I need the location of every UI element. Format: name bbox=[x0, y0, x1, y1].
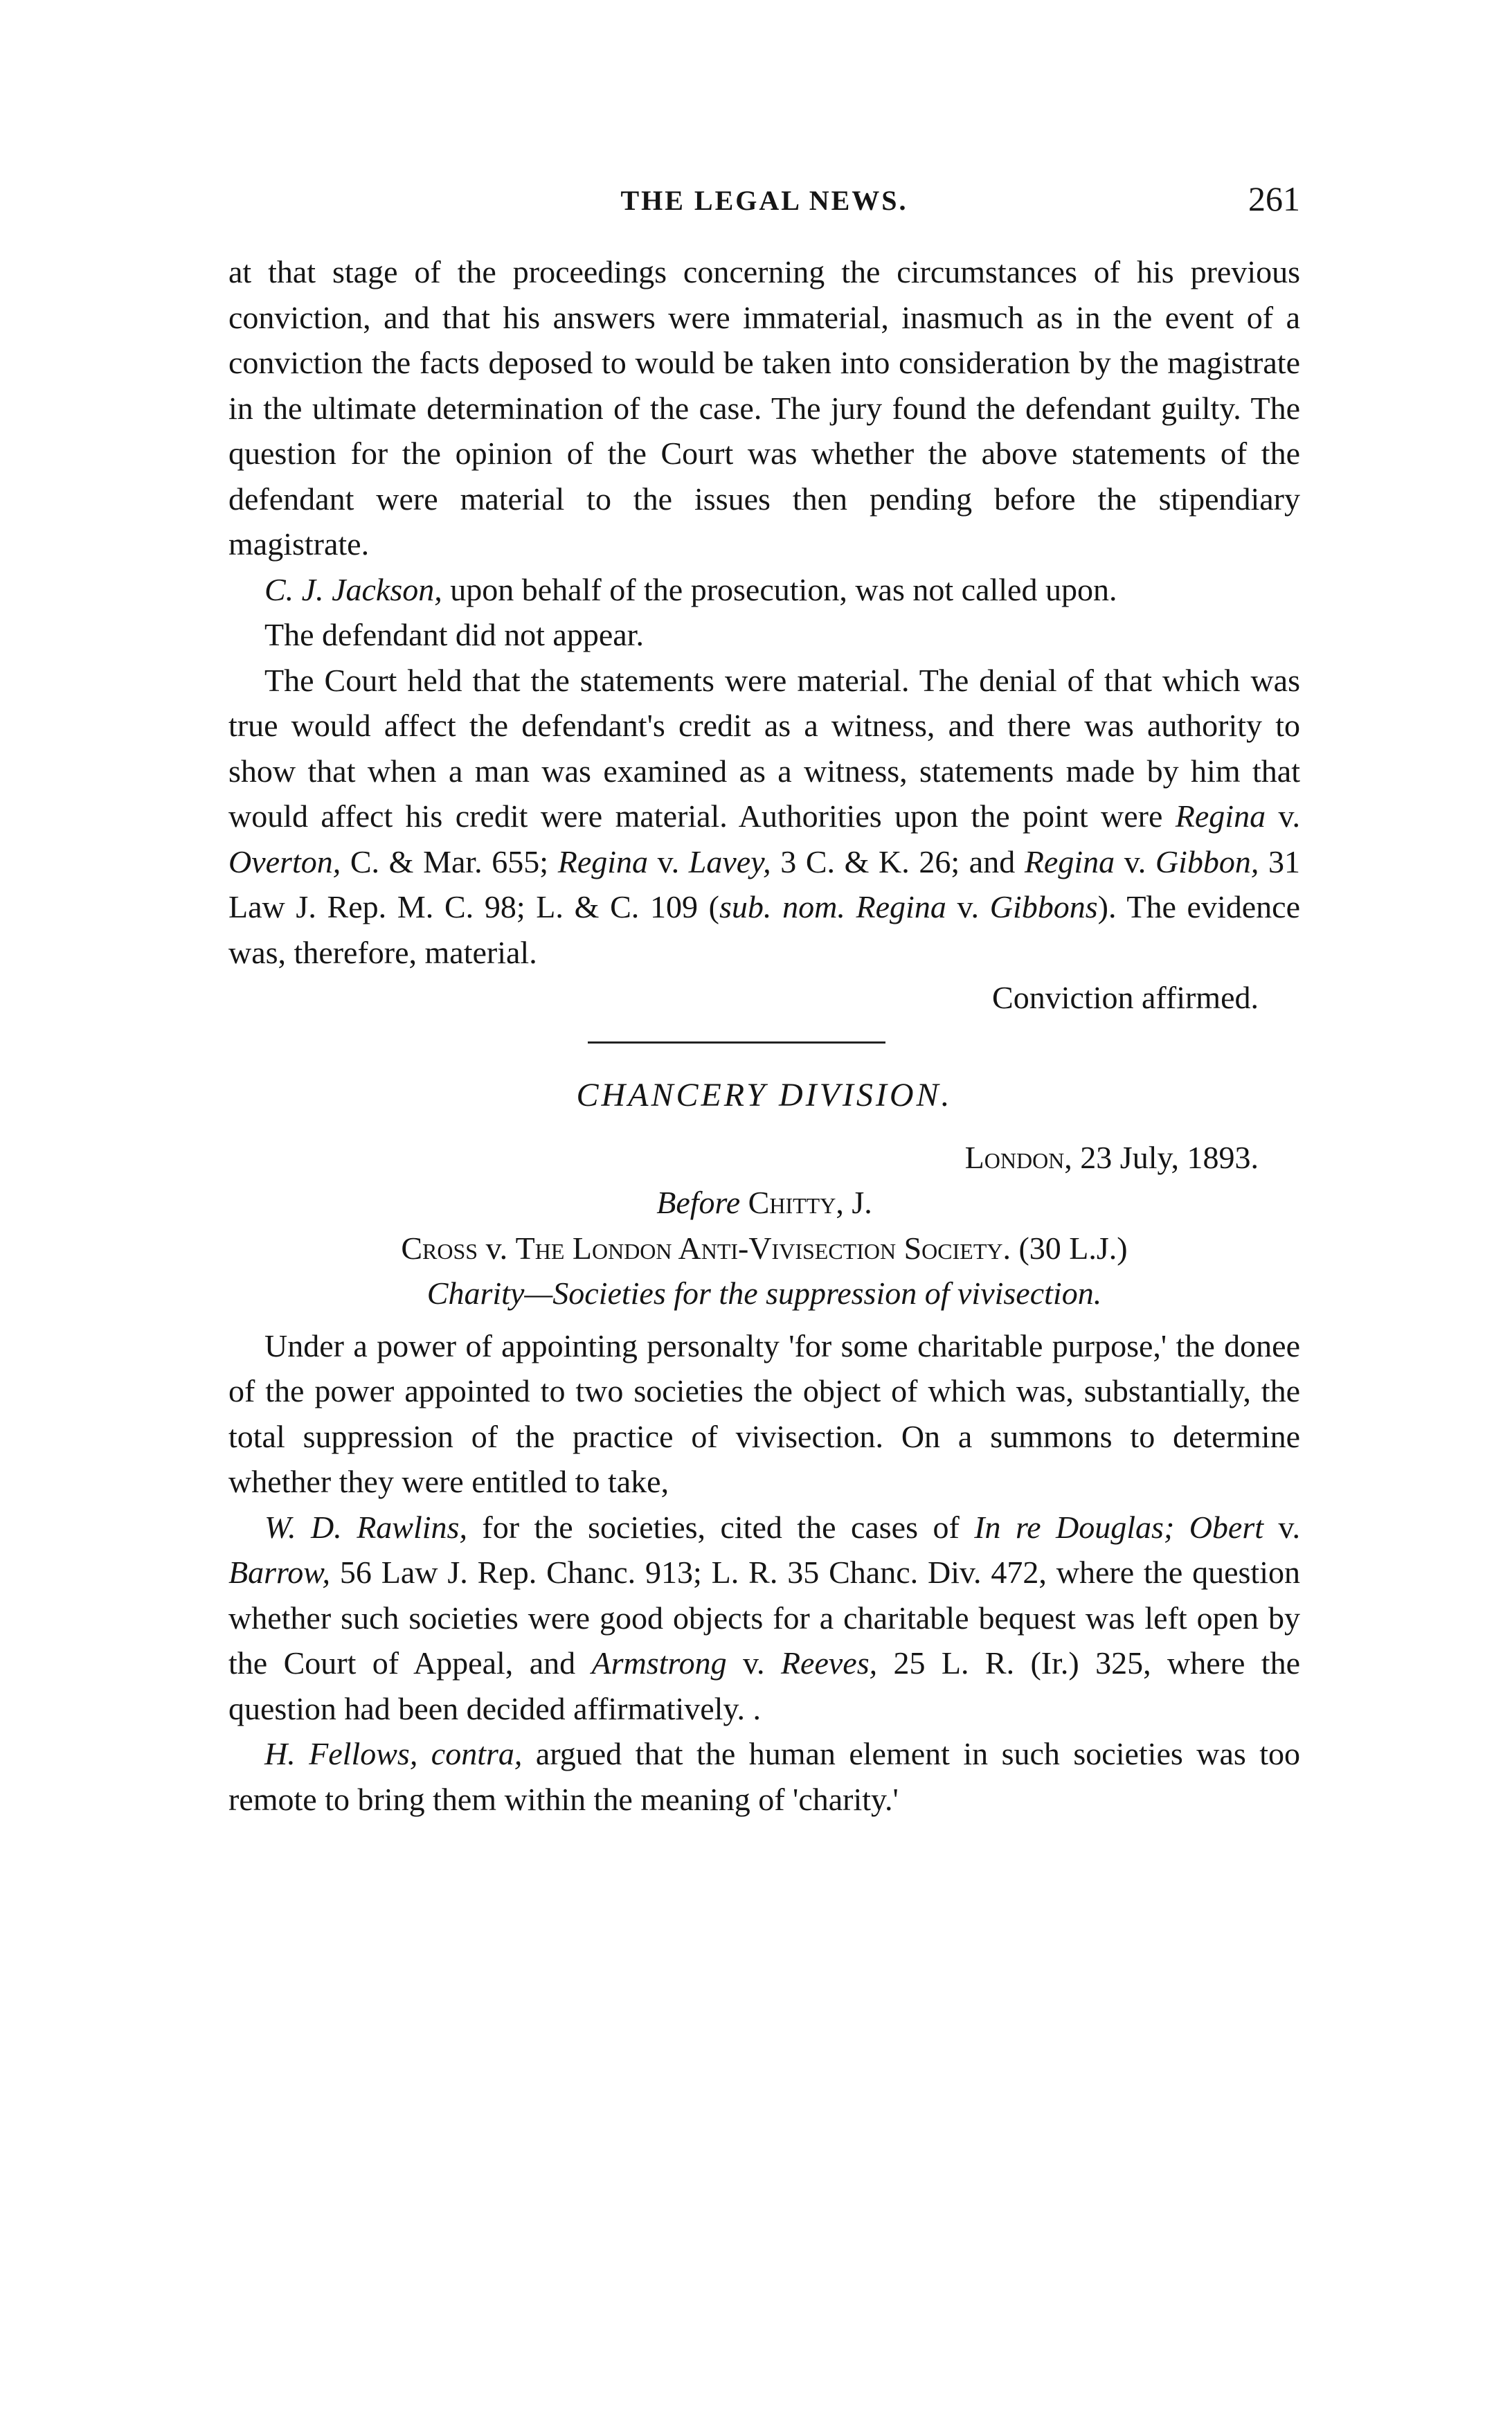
citation-versus: v. bbox=[1263, 1509, 1300, 1545]
section-divider bbox=[588, 1041, 885, 1044]
running-title: THE LEGAL NEWS. bbox=[620, 185, 908, 216]
dateline-place: London, bbox=[964, 1139, 1072, 1175]
division-heading: CHANCERY DIVISION. bbox=[576, 1076, 953, 1113]
citation-party: sub. nom. Regina bbox=[719, 889, 946, 924]
page-number: 261 bbox=[1248, 179, 1300, 218]
headnote: Charity—Societies for the suppression of vivisection. bbox=[426, 1276, 1102, 1311]
case1-paragraph-2 bbox=[228, 567, 1300, 613]
case1-paragraph-2-text: upon behalf of the prosecution, was not called upon. bbox=[442, 571, 1117, 607]
case2-paragraph-2-text: for the societies, cited the cases of bbox=[467, 1509, 975, 1545]
case-title-party: Cross bbox=[401, 1230, 478, 1266]
citation-party: Regina bbox=[557, 843, 649, 879]
case2-paragraph-1: Under a power of appointing personalty 'for some charitable purpose,' the donee of the power appointed to two societies the object of which was, substantially, the total suppression of the practice of vivisection. On a summons to determine whether they were entitled to take, bbox=[228, 1327, 1300, 1499]
case-title bbox=[228, 1226, 1300, 1271]
case1-paragraph-4 bbox=[228, 658, 1300, 976]
case2-paragraph-2-end: 25 L. R. (Ir.) 325, where the question had been decided affirmatively. . bbox=[228, 1645, 1300, 1726]
citation-party: Overton, bbox=[228, 843, 341, 879]
page-header bbox=[228, 179, 1300, 229]
dateline-date: 23 July, 1893. bbox=[1072, 1139, 1259, 1175]
case1-paragraph-3: The defendant did not appear. bbox=[264, 617, 644, 652]
case2-paragraph-2 bbox=[228, 1505, 1300, 1732]
citation-party: In re Douglas; Obert bbox=[974, 1509, 1264, 1545]
judge-name: Chitty, J. bbox=[740, 1185, 872, 1220]
citation-versus: v. bbox=[726, 1645, 781, 1681]
citation-party: Armstrong bbox=[591, 1645, 727, 1681]
citation-party: Gibbons bbox=[989, 889, 1098, 924]
counsel-name: W. D. Rawlins, bbox=[264, 1509, 467, 1545]
page-content bbox=[228, 179, 1300, 1822]
spacer bbox=[228, 1316, 1300, 1323]
citation-versus: v. bbox=[946, 889, 990, 924]
citation-versus: v. bbox=[1266, 798, 1300, 834]
case1-paragraph-4-text: The Court held that the statements were material. The denial of that which was true would affect the defendant's credit as a witness, and there was authority to show that when a man was examined as a witness, statements made by him that would affect his credit were material. Authorities upon the point were bbox=[228, 662, 1300, 834]
citation-party: Regina bbox=[1175, 798, 1266, 834]
dateline bbox=[228, 1135, 1300, 1181]
before-word: Before bbox=[656, 1185, 741, 1220]
counsel-name: H. Fellows, contra, bbox=[264, 1736, 523, 1771]
citation-reference: C. & Mar. 655; bbox=[341, 843, 558, 879]
citation-party: Reeves, bbox=[780, 1645, 878, 1681]
case2-paragraph-3 bbox=[228, 1731, 1300, 1822]
judge-line bbox=[228, 1180, 1300, 1226]
citation-versus: v. bbox=[648, 843, 689, 879]
citation-party: Barrow, bbox=[228, 1555, 330, 1590]
case-title-versus: v. bbox=[478, 1230, 516, 1266]
case-title-party: The London Anti-Vivisection Society. bbox=[515, 1230, 1011, 1266]
citation-reference: 31 Law J. Rep. M. C. 98; L. & C. 109 ( bbox=[228, 843, 1301, 924]
case1-paragraph-1: at that stage of the proceedings concerning the circumstances of his previous conviction, and that his answers were immaterial, inasmuch as in the event of a conviction the facts deposed to would be taken into consideration by the magistrate in the ultimate determination of the case. The jury found the defendant guilty. The question for the opinion of the Court was whether the above statements of the defendant were material to the issues then pending before the stipendiary magistrate. bbox=[228, 254, 1300, 562]
case1-result: Conviction affirmed. bbox=[992, 980, 1259, 1015]
citation-reference: 3 C. & K. 26; and bbox=[771, 843, 1025, 879]
case2-paragraph-2-text: 56 Law J. Rep. Chanc. 913; L. R. 35 Chanc. Div. 472, where the question whether such societies were good objects for a charitable bequest was left open by the Court of Appeal, and bbox=[228, 1555, 1300, 1681]
case-title-reference: (30 L.J.) bbox=[1010, 1230, 1128, 1266]
citation-party: Gibbon, bbox=[1155, 843, 1259, 879]
case1-paragraph-4-end: ). The evidence was, therefore, material. bbox=[228, 889, 1301, 970]
citation-party: Regina bbox=[1024, 843, 1115, 879]
case2-paragraph-3-text: argued that the human element in such societies was too remote to bring them within the meaning of 'charity.' bbox=[228, 1736, 1300, 1817]
counsel-name: C. J. Jackson, bbox=[264, 571, 442, 607]
citation-versus: v. bbox=[1115, 843, 1155, 879]
citation-party: Lavey, bbox=[688, 843, 771, 879]
